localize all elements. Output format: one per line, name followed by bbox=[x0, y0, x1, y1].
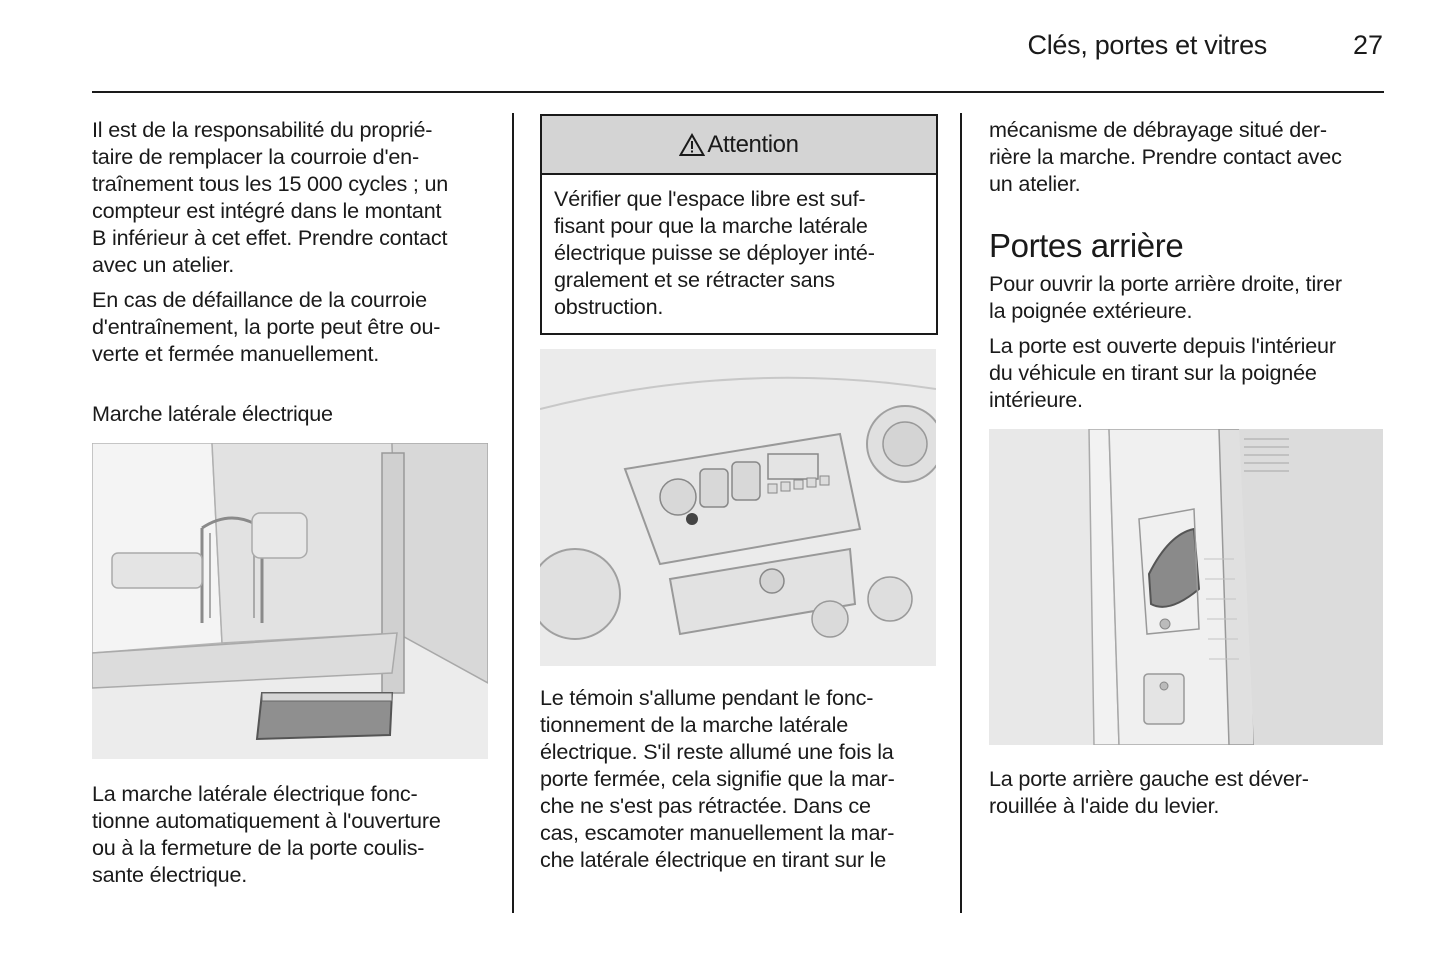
paragraph: La porte est ouverte depuis l'intérieur du véhicule en tirant sur la poignée intérieure. bbox=[989, 333, 1336, 412]
column-divider bbox=[960, 113, 962, 913]
paragraph: Pour ouvrir la porte arrière droite, tirer la poignée extérieure. bbox=[989, 271, 1342, 323]
column-3 bbox=[989, 116, 1387, 819]
paragraph: Le témoin s'allume pendant le fonc- tionnement de la marche latérale électrique. S'il reste allumé une fois la porte fermée, cela signifie que la mar- che ne s'est pas rétractée. Dans ce cas, escamoter manuellement la mar- che latérale électrique en tirant sur le bbox=[540, 685, 895, 872]
paragraph: La marche latérale électrique fonc- tionne automatiquement à l'ouverture ou à la fermeture de la porte coulis- sante électrique. bbox=[92, 781, 441, 887]
column-1 bbox=[92, 116, 492, 888]
warning-box bbox=[540, 114, 938, 335]
page-number: 27 bbox=[1352, 30, 1383, 60]
warning-body: Vérifier que l'espace libre est suf- fisant pour que la marche latérale électrique puisse se déployer inté- gralement et se rétracter sans obstruction. bbox=[554, 186, 875, 319]
paragraph: mécanisme de débrayage situé der- rière la marche. Prendre contact avec un atelier. bbox=[989, 117, 1342, 196]
section-title: Clés, portes et vitres bbox=[1027, 30, 1267, 60]
warning-title: Attention bbox=[542, 116, 936, 175]
section-heading: Portes arrière bbox=[989, 227, 1184, 264]
paragraph: La porte arrière gauche est déver- rouillée à l'aide du levier. bbox=[989, 766, 1309, 818]
rear-door-lever-illustration bbox=[989, 429, 1383, 745]
column-2 bbox=[540, 114, 936, 873]
warning-triangle-icon bbox=[679, 133, 705, 157]
column-divider bbox=[512, 113, 514, 913]
paragraph: Il est de la responsabilité du proprié- taire de remplacer la courroie d'en- traînement tous les 15 000 cycles ; un compteur est intégré dans le montant B inférieur à cet effet. Prendre contact avec un atelier. bbox=[92, 117, 449, 277]
header-rule bbox=[92, 91, 1384, 93]
subheading: Marche latérale électrique bbox=[92, 401, 333, 426]
dashboard-switch-illustration bbox=[540, 349, 936, 666]
paragraph: En cas de défaillance de la courroie d'entraînement, la porte peut être ou- verte et fermée manuellement. bbox=[92, 287, 441, 366]
side-step-illustration bbox=[92, 443, 488, 759]
